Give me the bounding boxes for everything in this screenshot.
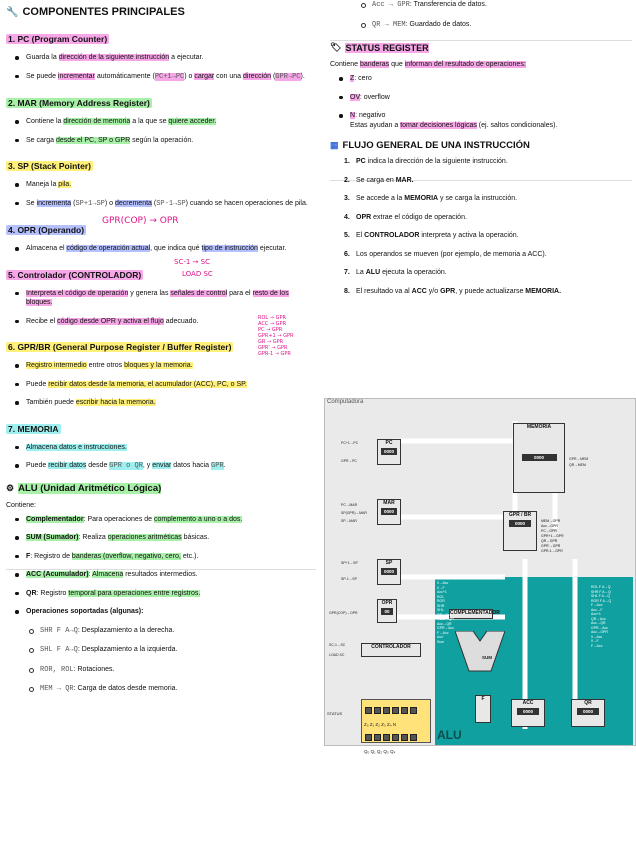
list-item: También puede escribir hacia la memoria. xyxy=(14,398,316,408)
signal-label: GPR→MEM xyxy=(569,457,589,461)
pc-register: PC 0000 xyxy=(377,439,401,465)
signal-label: SP(GPR)→MAR xyxy=(341,511,367,515)
sp-register: SP 0000 xyxy=(377,559,401,585)
gpr-register: GPR / BR 0000 xyxy=(503,511,537,551)
list-item: 6. Los operandos se mueven (por ejemplo, de memoria a ACC). xyxy=(344,250,547,258)
status-bits xyxy=(364,702,428,720)
list-item: QR: Registro temporal para operaciones entre registros. xyxy=(14,589,316,599)
list-item: 5. El CONTROLADOR interpreta y activa la operación. xyxy=(344,232,519,239)
q-bits xyxy=(364,729,428,747)
list-item: MEM → QR: Carga de datos desde memoria. xyxy=(28,684,316,695)
signal-label: PC→MAR xyxy=(341,503,358,507)
signal-label: LOAD SC xyxy=(329,653,345,657)
section-alu xyxy=(6,483,316,695)
section-sp xyxy=(6,156,316,209)
gear-icon: ⚙ xyxy=(6,482,15,493)
controller-block: CONTROLADOR xyxy=(361,643,421,657)
qr-register: QR 0000 xyxy=(571,699,605,727)
section-memoria xyxy=(6,419,316,472)
status-label: STATUS xyxy=(327,711,343,716)
controlador-heading: 5. Controlador (CONTROLADOR) xyxy=(8,269,142,280)
list-item: SUM (Sumador): Realiza operaciones aritméticas básicas. xyxy=(14,533,316,543)
chart-icon: ▦ xyxy=(330,140,339,150)
list-item: N: negativo Estas ayudan a tomar decisiones lógicas (ej. saltos condicionales). xyxy=(338,111,632,130)
gpr-heading: 6. GPR/BR (General Purpose Register / Buffer Register) xyxy=(8,342,232,352)
list-item: Complementador: Para operaciones de complemento a uno o a dos. xyxy=(14,515,316,525)
section-flujo xyxy=(330,140,632,296)
flags-register: F xyxy=(475,695,491,723)
handwritten-note: SC-1 → SC xyxy=(174,257,210,266)
acc-register: ACC 0000 xyxy=(511,699,545,727)
sum-unit xyxy=(455,631,505,675)
list-item: 3. Se accede a la MEMORIA y se carga la instrucción. xyxy=(344,195,518,202)
list-item: 1. PC indica la dirección de la siguiente instrucción. xyxy=(344,158,508,165)
memoria-heading: 7. MEMORIA xyxy=(8,423,59,434)
pc-heading: 1. PC (Program Counter) xyxy=(8,34,108,44)
gpr-signals: MEM→GPR Acc→GPR PC→GPR GPR+1→GPR QR→GPR GPR'→GPR GPR-1→GPR xyxy=(541,519,564,553)
opr-register: OPR 00 xyxy=(377,599,397,623)
section-mar xyxy=(6,93,316,145)
status-icon: 🏷 xyxy=(330,42,342,52)
handwritten-note: GPR(COP) → OPR xyxy=(102,216,179,226)
list-item: Registro intermedio entre otros bloques y la memoria. xyxy=(14,361,316,371)
list-item: 7. La ALU ejecuta la operación. xyxy=(344,269,447,276)
list-item: Se puede incrementar automáticamente (PC+1→PC) o cargar con una dirección (GPR→PC). xyxy=(14,72,316,83)
signal-label: SP+1→SP xyxy=(341,561,358,565)
signal-label: PC+1→PC xyxy=(341,441,359,445)
alu-label: ALU xyxy=(437,728,462,742)
handwritten-note: LOAD SC xyxy=(182,269,213,278)
signal-label: SC-1→SC xyxy=(329,643,346,647)
signal-label: GPR→PC xyxy=(341,459,357,463)
divider xyxy=(6,569,316,570)
opr-heading: 4. OPR (Operando) xyxy=(8,225,85,235)
status-heading: 🏷 STATUS REGISTER xyxy=(330,42,429,53)
list-item: Recibe el código desde OPR y activa el flujo adecuado. xyxy=(14,317,316,327)
status-intro: Contiene banderas que informan del resultado de operaciones: xyxy=(330,61,526,68)
list-item: Almacena datos e instrucciones. xyxy=(14,443,316,453)
computer-diagram xyxy=(324,398,636,754)
pc-list xyxy=(14,53,316,82)
list-item: Maneja la pila. xyxy=(14,180,316,190)
left-column xyxy=(6,0,316,704)
alu-signals-right: ROL F A→Q SHR F A→Q SHL F A→Q ROR F A→Q F→Acc Acc→F Acc+1 QR→Acc Acc→QR GPR→Acc Acc→GPR 0→Acc 0→F F→Acc xyxy=(591,585,612,648)
section-opr xyxy=(6,216,316,254)
status-register-block: Z₀ Z₁ Z₂ Z₃ Z₄ N Q₀ Q₁ Q₂ Q₃ Q₄ xyxy=(361,699,431,743)
list-item: Almacena el código de operación actual, que indica qué tipo de instrucción ejecutar. xyxy=(14,244,316,254)
list-item: Se carga desde el PC, SP o GPR según la operación. xyxy=(14,136,316,146)
list-item: SHL F A→Q: Desplazamiento a la izquierda. xyxy=(28,645,316,656)
list-item: Z: cero xyxy=(338,74,632,84)
mar-register: MAR 0000 xyxy=(377,499,401,525)
list-item: Puede recibir datos desde GPR o QR, y enviar datos hacia GPR. xyxy=(14,461,316,472)
list-item: Se incrementa (SP+1→SP) o decrementa (SP-1→SP) cuando se hacen operaciones de pila. xyxy=(14,199,316,210)
sum-label: SUM xyxy=(482,655,492,660)
components-heading: 🔧 COMPONENTES PRINCIPALES xyxy=(6,6,185,18)
list-item: SHR F A→Q: Desplazamiento a la derecha. xyxy=(28,626,316,637)
handwritten-note: ROL → GPR ACC → GPR PC → GPR GPR+1 → GPR GR → GPR GPR' → GPR GPR-1 → GPR xyxy=(258,315,294,357)
wrench-icon: 🔧 xyxy=(6,6,19,18)
list-item: 2. Se carga en MAR. xyxy=(344,176,414,184)
alu-heading: ⚙ ALU (Unidad Aritmético Lógica) xyxy=(6,482,162,494)
list-item: Operaciones soportadas (algunas): xyxy=(14,607,316,617)
section-pc xyxy=(6,29,316,82)
section-status-register xyxy=(330,42,632,130)
mar-heading: 2. MAR (Memory Address Register) xyxy=(8,98,150,108)
list-item: Contiene la dirección de memoria a la que se quiere acceder. xyxy=(14,117,316,127)
list-item: Interpreta el código de operación y genera las señales de control para el resto de los bloques. xyxy=(14,289,316,308)
complementer-block: COMPLEMENTADOR xyxy=(449,609,493,619)
list-item: 8. El resultado va al ACC y/o GPR, y puede actualizarse MEMORIA. xyxy=(344,287,562,295)
right-column xyxy=(330,0,632,305)
list-item: ACC (Acumulador): Almacena resultados intermedios. xyxy=(14,570,316,580)
signal-label: QR→MEM xyxy=(569,463,586,467)
list-item: Acc → GPR: Transferencia de datos. xyxy=(360,0,632,11)
signal-label: SP→MAR xyxy=(341,519,357,523)
list-item: Puede recibir datos desde la memoria, el acumulador (ACC), PC, o SP. xyxy=(14,380,316,390)
list-item: Guarda la dirección de la siguiente instrucción a ejecutar. xyxy=(14,53,316,63)
signal-label: GPR(COP)→OPR xyxy=(329,611,358,615)
list-item: QR → MEM: Guardado de datos. xyxy=(360,20,632,31)
list-item: F: Registro de banderas (overflow, negativo, cero, etc.). xyxy=(14,552,316,562)
signal-label: SP-1→SP xyxy=(341,577,357,581)
list-item: 4. OPR extrae el código de operación. xyxy=(344,213,467,221)
memory-block: MEMORIA 0000 xyxy=(513,423,565,493)
sp-heading: 3. SP (Stack Pointer) xyxy=(8,161,91,171)
list-item: OV: overflow xyxy=(338,93,632,103)
alu-signals-left: 0→Acc 0→F Acc+1 ROL ROR SHR SHL QR→Acc MEM→QR Acc→QR GPR→Acc F→Acc Acc' Sum xyxy=(437,581,454,644)
list-item: ROR, ROL: Rotaciones. xyxy=(28,665,316,676)
flujo-heading: ▦ FLUJO GENERAL DE UNA INSTRUCCIÓN xyxy=(330,140,530,151)
alu-intro: Contiene: xyxy=(6,501,36,509)
diagram-title: Computadora xyxy=(327,399,364,405)
